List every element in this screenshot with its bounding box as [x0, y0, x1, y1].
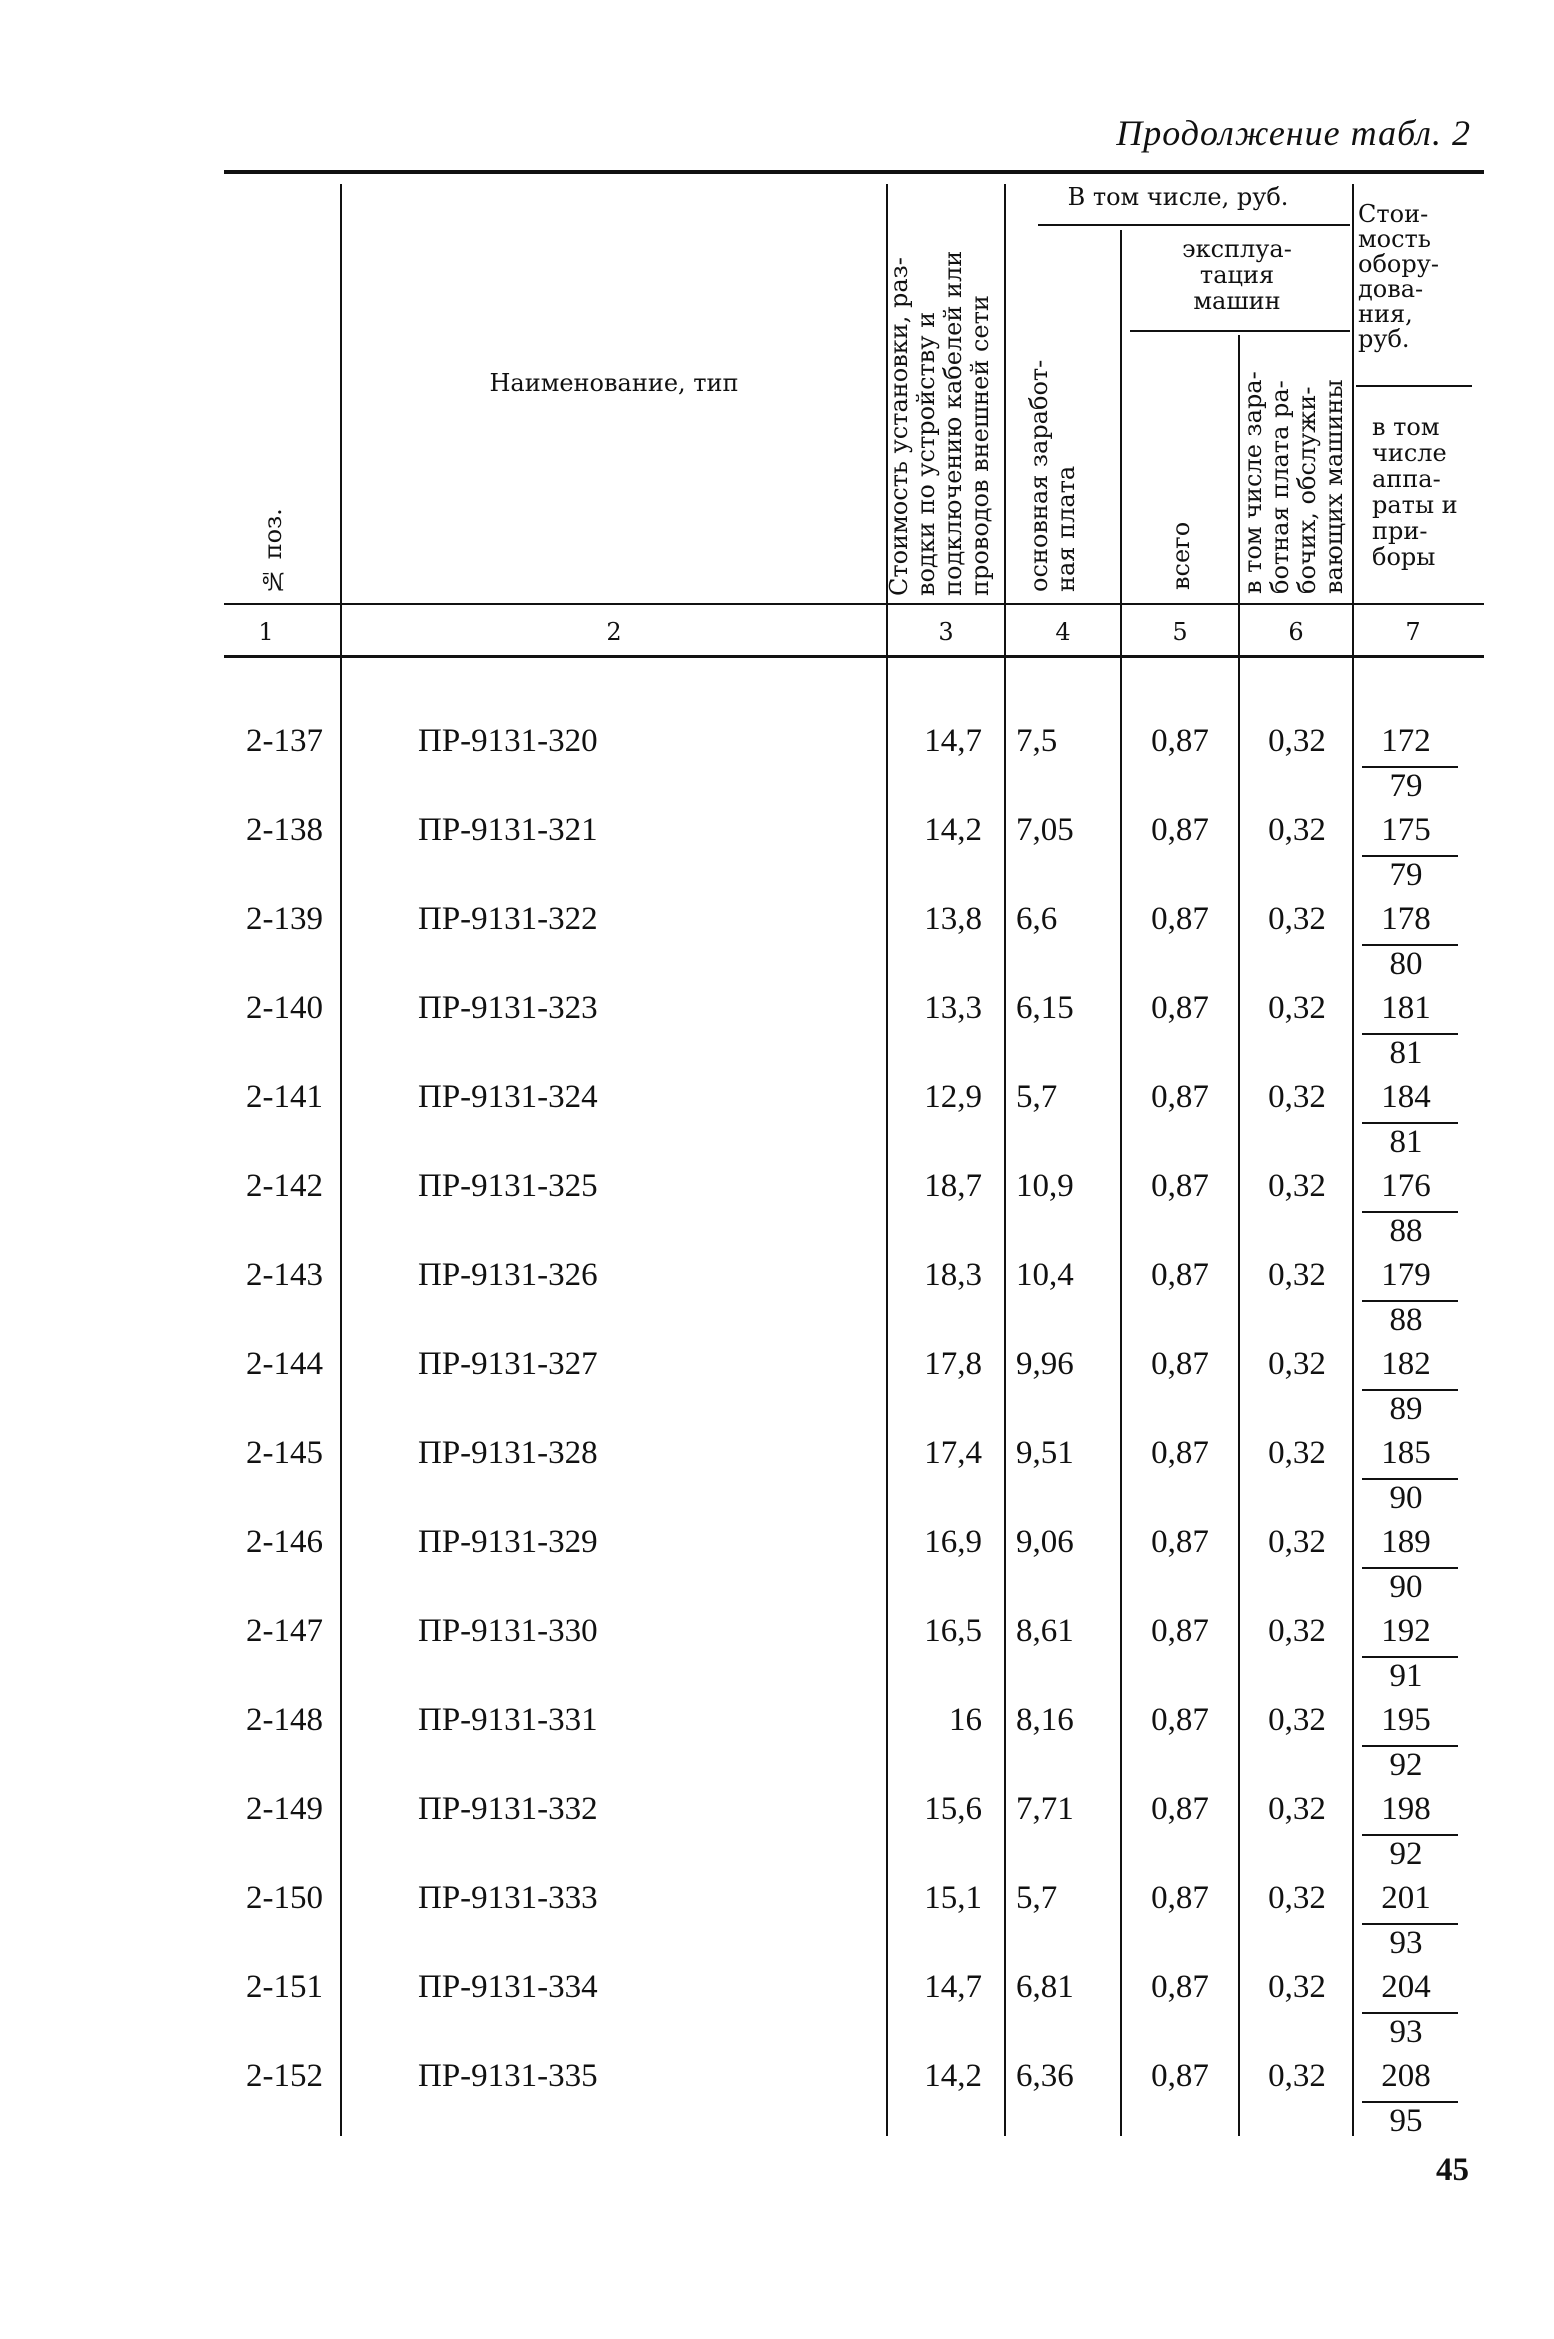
row-name: ПР-9131-334 [418, 1969, 598, 2005]
row-name: ПР-9131-320 [418, 723, 598, 759]
row-installation-cost: 14,7 [924, 723, 982, 759]
col-number-6: 6 [1288, 618, 1304, 646]
row-machine-wage: 0,32 [1268, 2058, 1326, 2094]
row-installation-cost: 15,1 [924, 1880, 982, 1916]
row-machine-wage: 0,32 [1268, 1346, 1326, 1382]
vline-5 [1238, 335, 1240, 2136]
row-name: ПР-9131-327 [418, 1346, 598, 1382]
row-equipment-cost: 176 [1381, 1168, 1431, 1204]
row-name: ПР-9131-335 [418, 2058, 598, 2094]
row-devices-cost: 80 [1389, 946, 1423, 982]
row-pos: 2-150 [246, 1880, 323, 1916]
col-number-2: 2 [606, 618, 622, 646]
row-machine-total: 0,87 [1151, 990, 1209, 1026]
row-devices-cost: 90 [1389, 1480, 1423, 1516]
row-machine-total: 0,87 [1151, 1524, 1209, 1560]
row-pos: 2-152 [246, 2058, 323, 2094]
row-equipment-cost: 185 [1381, 1435, 1431, 1471]
row-base-wage: 7,5 [1016, 723, 1058, 759]
row-installation-cost: 17,8 [924, 1346, 982, 1382]
col7-split-rule [1356, 385, 1472, 387]
group-underline [1038, 224, 1350, 226]
row-installation-cost: 14,7 [924, 1969, 982, 2005]
table-caption: Продолжение табл. 2 [1116, 113, 1471, 153]
row-installation-cost: 14,2 [924, 812, 982, 848]
row-machine-total: 0,87 [1151, 1346, 1209, 1382]
row-devices-cost: 89 [1389, 1391, 1423, 1427]
row-installation-cost: 16 [949, 1702, 982, 1738]
row-base-wage: 10,9 [1016, 1168, 1074, 1204]
row-name: ПР-9131-324 [418, 1079, 598, 1115]
col-number-4: 4 [1055, 618, 1071, 646]
row-devices-cost: 81 [1389, 1035, 1423, 1071]
row-machine-wage: 0,32 [1268, 1880, 1326, 1916]
vline-1 [340, 184, 342, 2136]
row-installation-cost: 14,2 [924, 2058, 982, 2094]
header-col2: Наименование, тип [489, 369, 739, 397]
row-equipment-cost: 189 [1381, 1524, 1431, 1560]
row-base-wage: 7,71 [1016, 1791, 1074, 1827]
header-col3: Стоимость установки, раз- водки по устройству и подключению кабелей или проводов внешней сети [885, 250, 994, 596]
col-number-1: 1 [258, 618, 274, 646]
row-machine-total: 0,87 [1151, 1613, 1209, 1649]
row-devices-cost: 95 [1389, 2103, 1423, 2139]
row-machine-total: 0,87 [1151, 1435, 1209, 1471]
header-col1: № поз. [259, 508, 287, 595]
row-name: ПР-9131-323 [418, 990, 598, 1026]
row-name: ПР-9131-321 [418, 812, 598, 848]
row-equipment-cost: 179 [1381, 1257, 1431, 1293]
row-devices-cost: 93 [1389, 1925, 1423, 1961]
row-pos: 2-142 [246, 1168, 323, 1204]
row-equipment-cost: 192 [1381, 1613, 1431, 1649]
row-machine-wage: 0,32 [1268, 723, 1326, 759]
row-machine-wage: 0,32 [1268, 1702, 1326, 1738]
row-base-wage: 8,16 [1016, 1702, 1074, 1738]
row-machine-wage: 0,32 [1268, 1791, 1326, 1827]
header-col7-bottom: в том числе аппа- раты и при- боры [1372, 413, 1458, 571]
header-col4: основная заработ- ная плата [1025, 359, 1080, 592]
row-installation-cost: 16,5 [924, 1613, 982, 1649]
row-base-wage: 9,51 [1016, 1435, 1074, 1471]
row-pos: 2-137 [246, 723, 323, 759]
row-machine-wage: 0,32 [1268, 1969, 1326, 2005]
row-devices-cost: 81 [1389, 1124, 1423, 1160]
row-installation-cost: 18,7 [924, 1168, 982, 1204]
row-equipment-cost: 184 [1381, 1079, 1431, 1115]
row-installation-cost: 16,9 [924, 1524, 982, 1560]
row-machine-wage: 0,32 [1268, 1613, 1326, 1649]
numbers-bottom-rule [224, 655, 1484, 658]
row-pos: 2-148 [246, 1702, 323, 1738]
row-pos: 2-141 [246, 1079, 323, 1115]
row-name: ПР-9131-333 [418, 1880, 598, 1916]
row-name: ПР-9131-322 [418, 901, 598, 937]
row-machine-total: 0,87 [1151, 723, 1209, 759]
row-machine-total: 0,87 [1151, 1791, 1209, 1827]
row-pos: 2-146 [246, 1524, 323, 1560]
row-equipment-cost: 181 [1381, 990, 1431, 1026]
row-pos: 2-139 [246, 901, 323, 937]
table-top-rule [224, 170, 1484, 174]
row-pos: 2-144 [246, 1346, 323, 1382]
row-pos: 2-145 [246, 1435, 323, 1471]
row-installation-cost: 13,3 [924, 990, 982, 1026]
exp-underline [1130, 330, 1350, 332]
row-pos: 2-149 [246, 1791, 323, 1827]
row-equipment-cost: 208 [1381, 2058, 1431, 2094]
row-name: ПР-9131-332 [418, 1791, 598, 1827]
row-devices-cost: 93 [1389, 2014, 1423, 2050]
row-equipment-cost: 198 [1381, 1791, 1431, 1827]
row-equipment-cost: 178 [1381, 901, 1431, 937]
row-pos: 2-138 [246, 812, 323, 848]
row-name: ПР-9131-328 [418, 1435, 598, 1471]
row-machine-wage: 0,32 [1268, 1435, 1326, 1471]
row-devices-cost: 91 [1389, 1658, 1423, 1694]
row-devices-cost: 79 [1389, 768, 1423, 804]
row-base-wage: 5,7 [1016, 1880, 1058, 1916]
row-pos: 2-147 [246, 1613, 323, 1649]
row-machine-total: 0,87 [1151, 812, 1209, 848]
row-base-wage: 6,81 [1016, 1969, 1074, 2005]
row-base-wage: 6,15 [1016, 990, 1074, 1026]
vline-6 [1352, 184, 1354, 2136]
row-machine-wage: 0,32 [1268, 1257, 1326, 1293]
row-machine-wage: 0,32 [1268, 1168, 1326, 1204]
row-equipment-cost: 175 [1381, 812, 1431, 848]
col-number-5: 5 [1172, 618, 1188, 646]
row-equipment-cost: 204 [1381, 1969, 1431, 2005]
row-name: ПР-9131-329 [418, 1524, 598, 1560]
row-devices-cost: 90 [1389, 1569, 1423, 1605]
header-bottom-rule [224, 603, 1484, 605]
header-col7-top: Стои- мость обору- дова- ния, руб. [1358, 200, 1439, 353]
row-pos: 2-140 [246, 990, 323, 1026]
row-installation-cost: 12,9 [924, 1079, 982, 1115]
col-number-7: 7 [1405, 618, 1421, 646]
header-col5: всего [1167, 521, 1195, 590]
row-machine-wage: 0,32 [1268, 1079, 1326, 1115]
row-name: ПР-9131-326 [418, 1257, 598, 1293]
row-name: ПР-9131-325 [418, 1168, 598, 1204]
row-devices-cost: 88 [1389, 1302, 1423, 1338]
row-name: ПР-9131-331 [418, 1702, 598, 1738]
page-number: 45 [1436, 2152, 1469, 2188]
row-devices-cost: 92 [1389, 1836, 1423, 1872]
row-pos: 2-143 [246, 1257, 323, 1293]
row-machine-total: 0,87 [1151, 1880, 1209, 1916]
row-base-wage: 7,05 [1016, 812, 1074, 848]
row-installation-cost: 17,4 [924, 1435, 982, 1471]
vline-3 [1004, 184, 1006, 2136]
row-base-wage: 8,61 [1016, 1613, 1074, 1649]
row-machine-total: 0,87 [1151, 1702, 1209, 1738]
col-number-3: 3 [938, 618, 954, 646]
row-base-wage: 9,06 [1016, 1524, 1074, 1560]
row-pos: 2-151 [246, 1969, 323, 2005]
row-machine-total: 0,87 [1151, 1257, 1209, 1293]
row-machine-wage: 0,32 [1268, 990, 1326, 1026]
row-devices-cost: 79 [1389, 857, 1423, 893]
row-base-wage: 9,96 [1016, 1346, 1074, 1382]
header-group: В том числе, руб. [1067, 183, 1289, 211]
row-devices-cost: 88 [1389, 1213, 1423, 1249]
row-equipment-cost: 182 [1381, 1346, 1431, 1382]
row-machine-total: 0,87 [1151, 2058, 1209, 2094]
row-machine-wage: 0,32 [1268, 812, 1326, 848]
header-exploitation: эксплуа- тация машин [1182, 235, 1292, 315]
row-machine-wage: 0,32 [1268, 901, 1326, 937]
row-machine-total: 0,87 [1151, 1969, 1209, 2005]
header-col6: в том числе зара- ботная плата ра- бочих, обслужи- вающих машины [1239, 371, 1348, 594]
row-equipment-cost: 201 [1381, 1880, 1431, 1916]
row-name: ПР-9131-330 [418, 1613, 598, 1649]
row-base-wage: 6,6 [1016, 901, 1058, 937]
row-installation-cost: 18,3 [924, 1257, 982, 1293]
row-machine-total: 0,87 [1151, 901, 1209, 937]
row-base-wage: 6,36 [1016, 2058, 1074, 2094]
row-machine-total: 0,87 [1151, 1168, 1209, 1204]
row-base-wage: 5,7 [1016, 1079, 1058, 1115]
vline-4 [1120, 230, 1122, 2136]
row-devices-cost: 92 [1389, 1747, 1423, 1783]
row-equipment-cost: 195 [1381, 1702, 1431, 1738]
row-equipment-cost: 172 [1381, 723, 1431, 759]
row-machine-wage: 0,32 [1268, 1524, 1326, 1560]
row-installation-cost: 15,6 [924, 1791, 982, 1827]
row-installation-cost: 13,8 [924, 901, 982, 937]
row-base-wage: 10,4 [1016, 1257, 1074, 1293]
row-machine-total: 0,87 [1151, 1079, 1209, 1115]
